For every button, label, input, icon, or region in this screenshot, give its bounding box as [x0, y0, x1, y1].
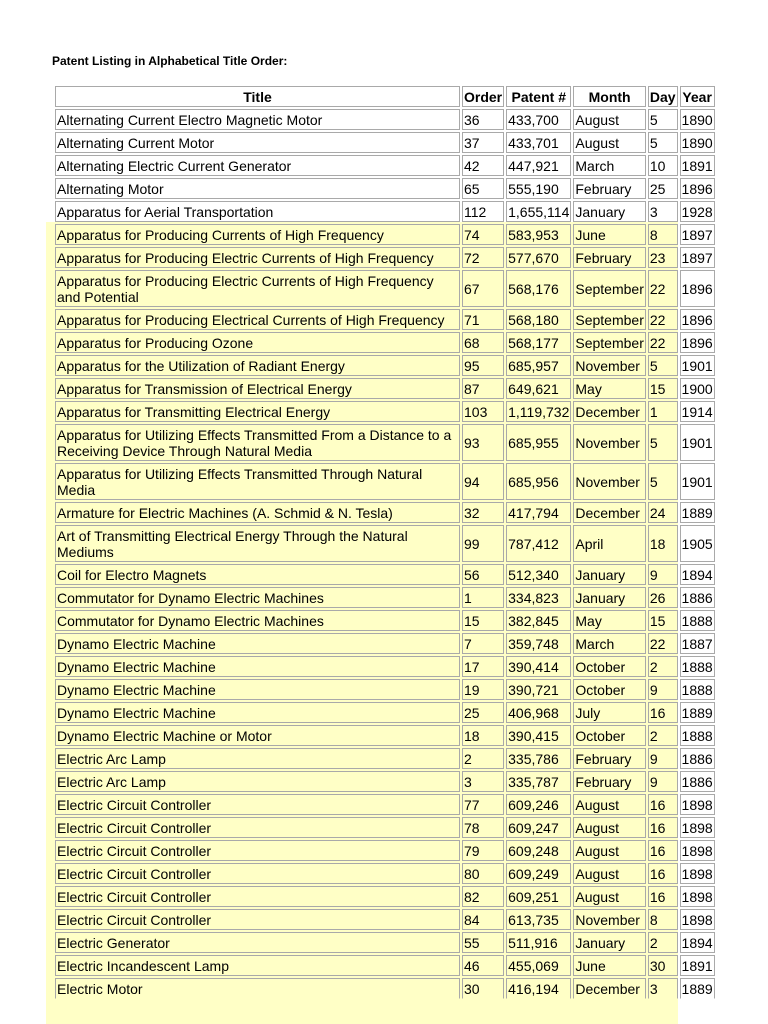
cell-patent-number: 613,735 [506, 909, 571, 930]
cell-year: 1887 [680, 633, 715, 654]
cell-month: December [573, 401, 645, 422]
cell-month: February [573, 178, 645, 199]
cell-title: Apparatus for Producing Currents of High Frequency [55, 224, 460, 245]
cell-year: 1898 [680, 817, 715, 838]
cell-order: 15 [462, 610, 504, 631]
cell-patent-number: 433,700 [506, 109, 571, 130]
cell-month: August [573, 840, 645, 861]
cell-patent-number: 416,194 [506, 978, 571, 999]
cell-order: 56 [462, 564, 504, 585]
cell-order: 82 [462, 886, 504, 907]
cell-year: 1914 [680, 401, 715, 422]
cell-patent-number: 1,655,114 [506, 201, 571, 222]
cell-title: Apparatus for Producing Electrical Currents of High Frequency [55, 309, 460, 330]
cell-title: Electric Circuit Controller [55, 794, 460, 815]
table-row [55, 424, 715, 461]
cell-order: 7 [462, 633, 504, 654]
cell-order: 32 [462, 502, 504, 523]
cell-order: 46 [462, 955, 504, 976]
cell-order: 94 [462, 463, 504, 500]
cell-year: 1898 [680, 909, 715, 930]
cell-title: Electric Generator [55, 932, 460, 953]
cell-title: Apparatus for the Utilization of Radiant Energy [55, 355, 460, 376]
cell-day: 3 [648, 978, 678, 999]
cell-patent-number: 406,968 [506, 702, 571, 723]
cell-day: 16 [648, 840, 678, 861]
cell-order: 79 [462, 840, 504, 861]
cell-month: August [573, 109, 645, 130]
cell-year: 1896 [680, 178, 715, 199]
table-row [55, 656, 715, 677]
cell-order: 36 [462, 109, 504, 130]
cell-order: 25 [462, 702, 504, 723]
table-row [55, 201, 715, 222]
table-row [55, 909, 715, 930]
cell-title: Apparatus for Producing Ozone [55, 332, 460, 353]
cell-day: 15 [648, 378, 678, 399]
cell-year: 1897 [680, 247, 715, 268]
cell-day: 2 [648, 725, 678, 746]
cell-patent-number: 447,921 [506, 155, 571, 176]
cell-month: January [573, 564, 645, 585]
table-row [55, 587, 715, 608]
cell-patent-number: 390,721 [506, 679, 571, 700]
cell-day: 9 [648, 771, 678, 792]
cell-month: October [573, 656, 645, 677]
cell-month: June [573, 224, 645, 245]
cell-patent-number: 334,823 [506, 587, 571, 608]
cell-day: 9 [648, 679, 678, 700]
cell-month: December [573, 502, 645, 523]
cell-patent-number: 390,415 [506, 725, 571, 746]
cell-patent-number: 609,251 [506, 886, 571, 907]
cell-year: 1898 [680, 886, 715, 907]
cell-patent-number: 685,956 [506, 463, 571, 500]
cell-month: February [573, 771, 645, 792]
cell-month: August [573, 817, 645, 838]
table-row [55, 932, 715, 953]
cell-month: January [573, 587, 645, 608]
cell-day: 1 [648, 401, 678, 422]
cell-day: 8 [648, 909, 678, 930]
cell-year: 1894 [680, 932, 715, 953]
cell-year: 1889 [680, 702, 715, 723]
cell-patent-number: 455,069 [506, 955, 571, 976]
cell-patent-number: 568,180 [506, 309, 571, 330]
cell-year: 1891 [680, 155, 715, 176]
cell-month: September [573, 270, 645, 307]
cell-title: Apparatus for Producing Electric Currents of High Frequency [55, 247, 460, 268]
cell-day: 24 [648, 502, 678, 523]
cell-day: 30 [648, 955, 678, 976]
cell-title: Art of Transmitting Electrical Energy Through the Natural Mediums [55, 525, 460, 562]
cell-patent-number: 417,794 [506, 502, 571, 523]
table-row [55, 748, 715, 769]
cell-order: 37 [462, 132, 504, 153]
cell-title: Apparatus for Aerial Transportation [55, 201, 460, 222]
cell-patent-number: 609,247 [506, 817, 571, 838]
cell-month: March [573, 155, 645, 176]
cell-patent-number: 685,957 [506, 355, 571, 376]
cell-month: January [573, 932, 645, 953]
cell-order: 2 [462, 748, 504, 769]
table-row [55, 725, 715, 746]
cell-month: May [573, 610, 645, 631]
cell-day: 3 [648, 201, 678, 222]
cell-year: 1901 [680, 463, 715, 500]
table-row [55, 309, 715, 330]
table-row [55, 502, 715, 523]
cell-title: Alternating Electric Current Generator [55, 155, 460, 176]
cell-year: 1901 [680, 355, 715, 376]
cell-day: 16 [648, 794, 678, 815]
table-row [55, 840, 715, 861]
column-header-order: Order [462, 86, 504, 107]
cell-day: 2 [648, 932, 678, 953]
cell-month: October [573, 679, 645, 700]
cell-patent-number: 335,786 [506, 748, 571, 769]
cell-year: 1928 [680, 201, 715, 222]
table-row [55, 224, 715, 245]
cell-title: Electric Arc Lamp [55, 748, 460, 769]
cell-title: Electric Circuit Controller [55, 886, 460, 907]
cell-order: 3 [462, 771, 504, 792]
table-row [55, 817, 715, 838]
cell-day: 16 [648, 702, 678, 723]
cell-patent-number: 609,248 [506, 840, 571, 861]
cell-year: 1905 [680, 525, 715, 562]
column-header-year: Year [680, 86, 715, 107]
cell-month: May [573, 378, 645, 399]
cell-month: September [573, 332, 645, 353]
table-row [55, 109, 715, 130]
cell-year: 1889 [680, 502, 715, 523]
cell-order: 99 [462, 525, 504, 562]
cell-order: 42 [462, 155, 504, 176]
table-row [55, 355, 715, 376]
cell-month: November [573, 909, 645, 930]
table-row [55, 401, 715, 422]
column-header-patent: Patent # [506, 86, 571, 107]
cell-year: 1900 [680, 378, 715, 399]
cell-month: April [573, 525, 645, 562]
cell-order: 55 [462, 932, 504, 953]
cell-day: 2 [648, 656, 678, 677]
cell-order: 65 [462, 178, 504, 199]
table-row [55, 525, 715, 562]
cell-year: 1886 [680, 587, 715, 608]
cell-patent-number: 390,414 [506, 656, 571, 677]
cell-title: Coil for Electro Magnets [55, 564, 460, 585]
cell-patent-number: 335,787 [506, 771, 571, 792]
cell-order: 103 [462, 401, 504, 422]
cell-title: Dynamo Electric Machine or Motor [55, 725, 460, 746]
cell-month: June [573, 955, 645, 976]
cell-month: August [573, 132, 645, 153]
table-row [55, 378, 715, 399]
cell-day: 16 [648, 817, 678, 838]
cell-title: Electric Circuit Controller [55, 817, 460, 838]
cell-month: January [573, 201, 645, 222]
cell-patent-number: 512,340 [506, 564, 571, 585]
cell-month: August [573, 886, 645, 907]
column-header-title: Title [55, 86, 460, 107]
page-heading: Patent Listing in Alphabetical Title Order: [52, 54, 288, 68]
cell-month: December [573, 978, 645, 999]
table-row [55, 633, 715, 654]
cell-day: 9 [648, 564, 678, 585]
cell-month: February [573, 247, 645, 268]
cell-order: 78 [462, 817, 504, 838]
cell-title: Electric Circuit Controller [55, 840, 460, 861]
cell-patent-number: 433,701 [506, 132, 571, 153]
cell-year: 1898 [680, 794, 715, 815]
cell-order: 17 [462, 656, 504, 677]
cell-month: February [573, 748, 645, 769]
cell-title: Dynamo Electric Machine [55, 702, 460, 723]
cell-month: November [573, 424, 645, 461]
cell-order: 1 [462, 587, 504, 608]
cell-patent-number: 787,412 [506, 525, 571, 562]
cell-order: 68 [462, 332, 504, 353]
cell-year: 1896 [680, 270, 715, 307]
cell-order: 72 [462, 247, 504, 268]
cell-patent-number: 359,748 [506, 633, 571, 654]
cell-patent-number: 609,249 [506, 863, 571, 884]
cell-title: Dynamo Electric Machine [55, 679, 460, 700]
cell-order: 87 [462, 378, 504, 399]
cell-month: November [573, 355, 645, 376]
cell-patent-number: 583,953 [506, 224, 571, 245]
cell-day: 5 [648, 424, 678, 461]
cell-day: 5 [648, 355, 678, 376]
cell-title: Commutator for Dynamo Electric Machines [55, 587, 460, 608]
table-row [55, 886, 715, 907]
cell-year: 1886 [680, 748, 715, 769]
cell-month: August [573, 794, 645, 815]
cell-order: 95 [462, 355, 504, 376]
cell-day: 23 [648, 247, 678, 268]
cell-day: 10 [648, 155, 678, 176]
cell-patent-number: 568,177 [506, 332, 571, 353]
cell-patent-number: 511,916 [506, 932, 571, 953]
table-row [55, 155, 715, 176]
cell-year: 1889 [680, 978, 715, 999]
cell-patent-number: 577,670 [506, 247, 571, 268]
cell-year: 1888 [680, 656, 715, 677]
cell-year: 1888 [680, 679, 715, 700]
cell-year: 1896 [680, 332, 715, 353]
cell-day: 16 [648, 886, 678, 907]
cell-year: 1886 [680, 771, 715, 792]
cell-patent-number: 568,176 [506, 270, 571, 307]
column-header-month: Month [573, 86, 645, 107]
cell-month: October [573, 725, 645, 746]
cell-title: Alternating Current Electro Magnetic Motor [55, 109, 460, 130]
cell-year: 1888 [680, 610, 715, 631]
cell-title: Electric Circuit Controller [55, 863, 460, 884]
cell-patent-number: 685,955 [506, 424, 571, 461]
cell-year: 1898 [680, 863, 715, 884]
cell-year: 1898 [680, 840, 715, 861]
cell-month: November [573, 463, 645, 500]
table-row [55, 463, 715, 500]
table-row [55, 132, 715, 153]
cell-patent-number: 609,246 [506, 794, 571, 815]
cell-order: 84 [462, 909, 504, 930]
cell-day: 9 [648, 748, 678, 769]
cell-title: Electric Circuit Controller [55, 909, 460, 930]
cell-day: 22 [648, 309, 678, 330]
table-row [55, 863, 715, 884]
cell-month: March [573, 633, 645, 654]
cell-day: 8 [648, 224, 678, 245]
cell-order: 74 [462, 224, 504, 245]
cell-order: 93 [462, 424, 504, 461]
cell-order: 112 [462, 201, 504, 222]
cell-title: Electric Incandescent Lamp [55, 955, 460, 976]
cell-order: 77 [462, 794, 504, 815]
cell-day: 22 [648, 270, 678, 307]
cell-title: Alternating Current Motor [55, 132, 460, 153]
table-row [55, 610, 715, 631]
table-row [55, 332, 715, 353]
cell-day: 22 [648, 633, 678, 654]
cell-order: 30 [462, 978, 504, 999]
cell-title: Alternating Motor [55, 178, 460, 199]
table-row [55, 564, 715, 585]
cell-month: July [573, 702, 645, 723]
cell-month: August [573, 863, 645, 884]
cell-title: Apparatus for Transmitting Electrical Energy [55, 401, 460, 422]
table-row [55, 794, 715, 815]
cell-title: Apparatus for Producing Electric Currents of High Frequency and Potential [55, 270, 460, 307]
cell-day: 15 [648, 610, 678, 631]
cell-day: 5 [648, 109, 678, 130]
cell-title: Armature for Electric Machines (A. Schmid & N. Tesla) [55, 502, 460, 523]
cell-title: Apparatus for Transmission of Electrical Energy [55, 378, 460, 399]
cell-day: 22 [648, 332, 678, 353]
cell-year: 1894 [680, 564, 715, 585]
table-row [55, 247, 715, 268]
table-row [55, 679, 715, 700]
cell-patent-number: 382,845 [506, 610, 571, 631]
cell-day: 18 [648, 525, 678, 562]
patent-table [53, 84, 717, 1001]
cell-title: Electric Arc Lamp [55, 771, 460, 792]
cell-order: 80 [462, 863, 504, 884]
cell-day: 5 [648, 463, 678, 500]
table-row [55, 955, 715, 976]
cell-year: 1890 [680, 109, 715, 130]
cell-order: 71 [462, 309, 504, 330]
cell-title: Commutator for Dynamo Electric Machines [55, 610, 460, 631]
cell-patent-number: 649,621 [506, 378, 571, 399]
cell-title: Dynamo Electric Machine [55, 656, 460, 677]
cell-patent-number: 1,119,732 [506, 401, 571, 422]
cell-order: 67 [462, 270, 504, 307]
cell-day: 5 [648, 132, 678, 153]
table-row [55, 702, 715, 723]
cell-year: 1888 [680, 725, 715, 746]
cell-order: 19 [462, 679, 504, 700]
table-row [55, 270, 715, 307]
cell-title: Apparatus for Utilizing Effects Transmitted Through Natural Media [55, 463, 460, 500]
cell-title: Apparatus for Utilizing Effects Transmitted From a Distance to a Receiving Device Through Natural Media [55, 424, 460, 461]
cell-day: 25 [648, 178, 678, 199]
cell-year: 1901 [680, 424, 715, 461]
cell-year: 1896 [680, 309, 715, 330]
cell-day: 16 [648, 863, 678, 884]
cell-title: Dynamo Electric Machine [55, 633, 460, 654]
table-row [55, 771, 715, 792]
cell-order: 18 [462, 725, 504, 746]
cell-year: 1897 [680, 224, 715, 245]
cell-patent-number: 555,190 [506, 178, 571, 199]
cell-year: 1891 [680, 955, 715, 976]
table-row [55, 178, 715, 199]
table-row [55, 978, 715, 999]
cell-month: September [573, 309, 645, 330]
column-header-day: Day [648, 86, 678, 107]
cell-day: 26 [648, 587, 678, 608]
cell-year: 1890 [680, 132, 715, 153]
cell-title: Electric Motor [55, 978, 460, 999]
table-header-row [55, 86, 715, 107]
